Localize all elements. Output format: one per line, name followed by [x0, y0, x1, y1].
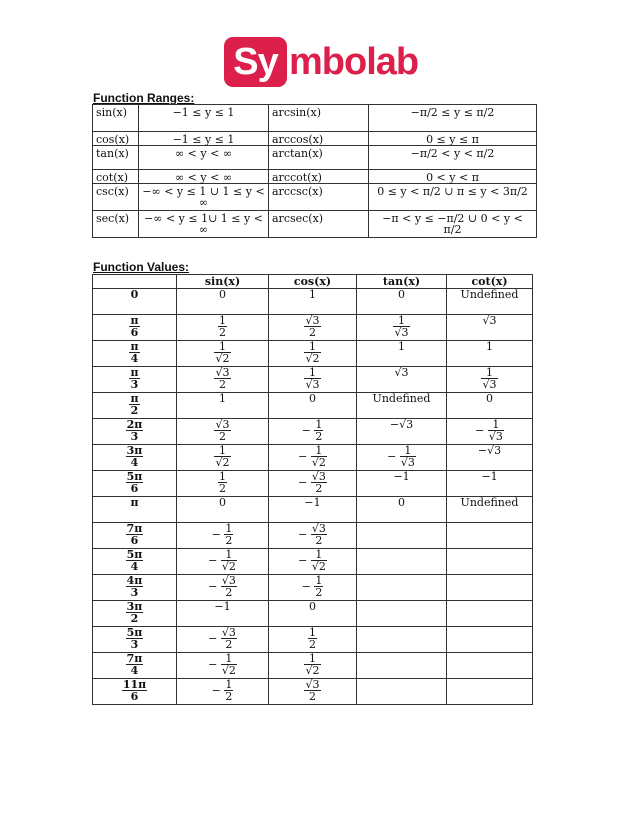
value-cell	[177, 575, 269, 601]
function-value: − $\frac{1}{√2}$	[298, 548, 326, 573]
logo-badge: Sy	[224, 37, 287, 87]
value-cell	[269, 601, 357, 627]
value-cell	[357, 367, 447, 393]
function-value: 0	[219, 496, 226, 509]
function-value: 0	[398, 288, 405, 301]
function-value: − $\frac{1}{2}$	[211, 522, 233, 547]
function-range: −1 ≤ y ≤ 1	[139, 105, 269, 132]
value-cell	[447, 653, 533, 679]
function-value: 0	[486, 392, 493, 405]
value-cell	[269, 419, 357, 445]
inverse-range: −π/2 ≤ y ≤ π/2	[369, 105, 537, 132]
function-name: csc(x)	[93, 184, 139, 211]
function-name: sin(x)	[93, 105, 139, 132]
inverse-range: −π/2 < y < π/2	[369, 146, 537, 170]
angle-value: $\frac{7\pi}{4}$	[126, 652, 143, 677]
value-cell	[447, 497, 533, 523]
function-value: √3	[482, 314, 497, 327]
angle-cell	[93, 601, 177, 627]
function-value: $\frac{√3}{2}$	[215, 366, 230, 391]
value-cell	[177, 497, 269, 523]
inverse-range: −π < y ≤ −π/2 ∪ 0 < y < π/2	[369, 211, 537, 238]
function-value: $\frac{1}{√2}$	[305, 340, 320, 365]
angle-cell	[93, 679, 177, 705]
value-cell	[357, 289, 447, 315]
values-row	[93, 419, 533, 445]
value-cell	[447, 471, 533, 497]
value-cell	[357, 471, 447, 497]
value-cell	[357, 341, 447, 367]
inverse-name: arcsec(x)	[269, 211, 369, 238]
angle-value: $\frac{\pi}{3}$	[130, 366, 139, 391]
angle-cell	[93, 523, 177, 549]
function-value: − $\frac{1}{2}$	[301, 574, 323, 599]
function-value: 1	[398, 340, 405, 353]
value-cell	[357, 445, 447, 471]
inverse-name: arccos(x)	[269, 132, 369, 146]
angle-value: $\frac{3\pi}{4}$	[126, 444, 143, 469]
value-cell	[177, 315, 269, 341]
value-cell	[177, 393, 269, 419]
inverse-name: arcsin(x)	[269, 105, 369, 132]
values-row	[93, 315, 533, 341]
angle-value: $\frac{11\pi}{6}$	[122, 678, 147, 703]
values-row	[93, 341, 533, 367]
angle-cell	[93, 393, 177, 419]
value-cell	[357, 393, 447, 419]
values-row	[93, 549, 533, 575]
ranges-row	[93, 146, 537, 170]
angle-cell	[93, 575, 177, 601]
angle-cell	[93, 471, 177, 497]
ranges-title: Function Ranges:	[93, 91, 195, 105]
angle-cell	[93, 653, 177, 679]
angle-value: $\frac{\pi}{4}$	[130, 340, 139, 365]
values-row	[93, 679, 533, 705]
angle-cell	[93, 549, 177, 575]
function-value: − $\frac{√3}{2}$	[208, 574, 236, 599]
function-value: √3	[394, 366, 409, 379]
ranges-row	[93, 132, 537, 146]
function-value: − $\frac{1}{√3}$	[387, 444, 415, 469]
inverse-name: arctan(x)	[269, 146, 369, 170]
angle-value: $\frac{3\pi}{2}$	[126, 600, 143, 625]
ranges-table	[92, 104, 537, 238]
value-cell	[269, 289, 357, 315]
value-cell	[177, 549, 269, 575]
value-cell	[357, 601, 447, 627]
value-cell	[269, 653, 357, 679]
value-cell	[269, 367, 357, 393]
function-value: $\frac{√3}{2}$	[215, 418, 230, 443]
angle-value: $\frac{5\pi}{4}$	[126, 548, 143, 573]
value-cell	[177, 367, 269, 393]
function-value: $\frac{1}{2}$	[219, 314, 226, 339]
function-value: 0	[219, 288, 226, 301]
ranges-row	[93, 170, 537, 184]
value-cell	[357, 523, 447, 549]
function-value: −√3	[477, 444, 502, 457]
values-row	[93, 445, 533, 471]
values-row	[93, 523, 533, 549]
value-cell	[269, 445, 357, 471]
function-value: − $\frac{1}{√2}$	[208, 548, 236, 573]
function-value: − $\frac{√3}{2}$	[298, 522, 326, 547]
value-cell	[269, 575, 357, 601]
angle-value: $\frac{5\pi}{3}$	[126, 626, 143, 651]
function-value: $\frac{√3}{2}$	[305, 314, 320, 339]
function-value: $\frac{1}{2}$	[219, 470, 226, 495]
angle-cell	[93, 419, 177, 445]
ranges-row	[93, 184, 537, 211]
function-value: 1	[309, 288, 316, 301]
values-row	[93, 575, 533, 601]
inverse-range: 0 ≤ y ≤ π	[369, 132, 537, 146]
angle-cell	[93, 497, 177, 523]
value-cell	[447, 601, 533, 627]
function-value: − $\frac{1}{√2}$	[208, 652, 236, 677]
function-range: −1 ≤ y ≤ 1	[139, 132, 269, 146]
header-cotx: cot(x)	[447, 275, 533, 289]
value-cell	[269, 315, 357, 341]
value-cell	[177, 679, 269, 705]
function-value: $\frac{1}{√2}$	[215, 340, 230, 365]
values-row	[93, 471, 533, 497]
function-value: Undefined	[460, 288, 519, 301]
inverse-range: 0 ≤ y < π/2 ∪ π ≤ y < 3π/2	[369, 184, 537, 211]
angle-value: 0	[130, 288, 139, 301]
value-cell	[269, 497, 357, 523]
function-value: −1	[393, 470, 410, 483]
inverse-name: arccsc(x)	[269, 184, 369, 211]
value-cell	[269, 549, 357, 575]
value-cell	[269, 627, 357, 653]
function-value: 0	[309, 600, 316, 613]
function-value: 0	[398, 496, 405, 509]
values-row	[93, 627, 533, 653]
value-cell	[177, 523, 269, 549]
value-cell	[447, 289, 533, 315]
values-row	[93, 497, 533, 523]
function-value: Undefined	[460, 496, 519, 509]
angle-value: $\frac{7\pi}{6}$	[126, 522, 143, 547]
function-range: ∞ < y < ∞	[139, 146, 269, 170]
ranges-row	[93, 105, 537, 132]
ranges-row	[93, 211, 537, 238]
value-cell	[447, 575, 533, 601]
value-cell	[269, 523, 357, 549]
header-angle	[93, 275, 177, 289]
angle-cell	[93, 627, 177, 653]
function-value: $\frac{1}{√3}$	[394, 314, 409, 339]
function-value: −√3	[389, 418, 414, 431]
value-cell	[177, 627, 269, 653]
value-cell	[357, 653, 447, 679]
value-cell	[447, 367, 533, 393]
value-cell	[447, 549, 533, 575]
values-row	[93, 653, 533, 679]
function-value: − $\frac{1}{2}$	[211, 678, 233, 703]
angle-value: $\frac{\pi}{6}$	[130, 314, 139, 339]
angle-cell	[93, 367, 177, 393]
function-range: −∞ < y ≤ 1 ∪ 1 ≤ y < ∞	[139, 184, 269, 211]
angle-cell	[93, 289, 177, 315]
header-tanx: tan(x)	[357, 275, 447, 289]
function-name: cos(x)	[93, 132, 139, 146]
values-row	[93, 601, 533, 627]
function-value: Undefined	[372, 392, 431, 405]
function-value: −1	[214, 600, 231, 613]
value-cell	[447, 445, 533, 471]
inverse-name: arccot(x)	[269, 170, 369, 184]
value-cell	[269, 679, 357, 705]
function-name: tan(x)	[93, 146, 139, 170]
function-value: $\frac{√3}{2}$	[305, 678, 320, 703]
value-cell	[357, 627, 447, 653]
value-cell	[177, 341, 269, 367]
angle-value: $\frac{4\pi}{3}$	[126, 574, 143, 599]
function-value: −1	[481, 470, 498, 483]
function-value: $\frac{1}{√3}$	[305, 366, 320, 391]
value-cell	[269, 341, 357, 367]
value-cell	[177, 601, 269, 627]
function-value: $\frac{1}{2}$	[309, 626, 316, 651]
header-sinx: sin(x)	[177, 275, 269, 289]
function-value: − $\frac{1}{√2}$	[298, 444, 326, 469]
function-value: 1	[219, 392, 226, 405]
values-row	[93, 289, 533, 315]
function-value: − $\frac{√3}{2}$	[298, 470, 326, 495]
function-value: − $\frac{1}{√3}$	[475, 418, 503, 443]
value-cell	[447, 523, 533, 549]
value-cell	[357, 679, 447, 705]
symbolab-logo	[224, 37, 418, 87]
value-cell	[269, 471, 357, 497]
angle-cell	[93, 341, 177, 367]
value-cell	[447, 627, 533, 653]
values-table	[92, 274, 533, 705]
value-cell	[177, 653, 269, 679]
function-value: − $\frac{√3}{2}$	[208, 626, 236, 651]
value-cell	[177, 289, 269, 315]
value-cell	[357, 419, 447, 445]
angle-cell	[93, 445, 177, 471]
function-value: 1	[486, 340, 493, 353]
inverse-range: 0 < y < π	[369, 170, 537, 184]
angle-value: $\frac{2\pi}{3}$	[126, 418, 143, 443]
function-value: −1	[304, 496, 321, 509]
angle-cell	[93, 315, 177, 341]
function-name: sec(x)	[93, 211, 139, 238]
function-name: cot(x)	[93, 170, 139, 184]
value-cell	[357, 549, 447, 575]
angle-value: $\frac{5\pi}{6}$	[126, 470, 143, 495]
function-value: 0	[309, 392, 316, 405]
value-cell	[447, 419, 533, 445]
value-cell	[447, 393, 533, 419]
function-range: ∞ < y < ∞	[139, 170, 269, 184]
value-cell	[447, 679, 533, 705]
values-row	[93, 367, 533, 393]
value-cell	[269, 393, 357, 419]
value-cell	[357, 575, 447, 601]
value-cell	[357, 497, 447, 523]
value-cell	[447, 315, 533, 341]
values-row	[93, 393, 533, 419]
value-cell	[177, 471, 269, 497]
value-cell	[357, 315, 447, 341]
function-range: −∞ < y ≤ 1∪ 1 ≤ y < ∞	[139, 211, 269, 238]
function-value: $\frac{1}{√3}$	[482, 366, 497, 391]
function-value: $\frac{1}{√2}$	[215, 444, 230, 469]
value-cell	[177, 445, 269, 471]
value-cell	[447, 341, 533, 367]
header-cosx: cos(x)	[269, 275, 357, 289]
values-title: Function Values:	[93, 260, 190, 274]
value-cell	[177, 419, 269, 445]
function-value: $\frac{1}{√2}$	[305, 652, 320, 677]
function-value: − $\frac{1}{2}$	[301, 418, 323, 443]
logo-wordmark: mbolab	[289, 40, 419, 83]
angle-value: $\frac{\pi}{2}$	[130, 392, 139, 417]
angle-value: π	[130, 496, 139, 509]
